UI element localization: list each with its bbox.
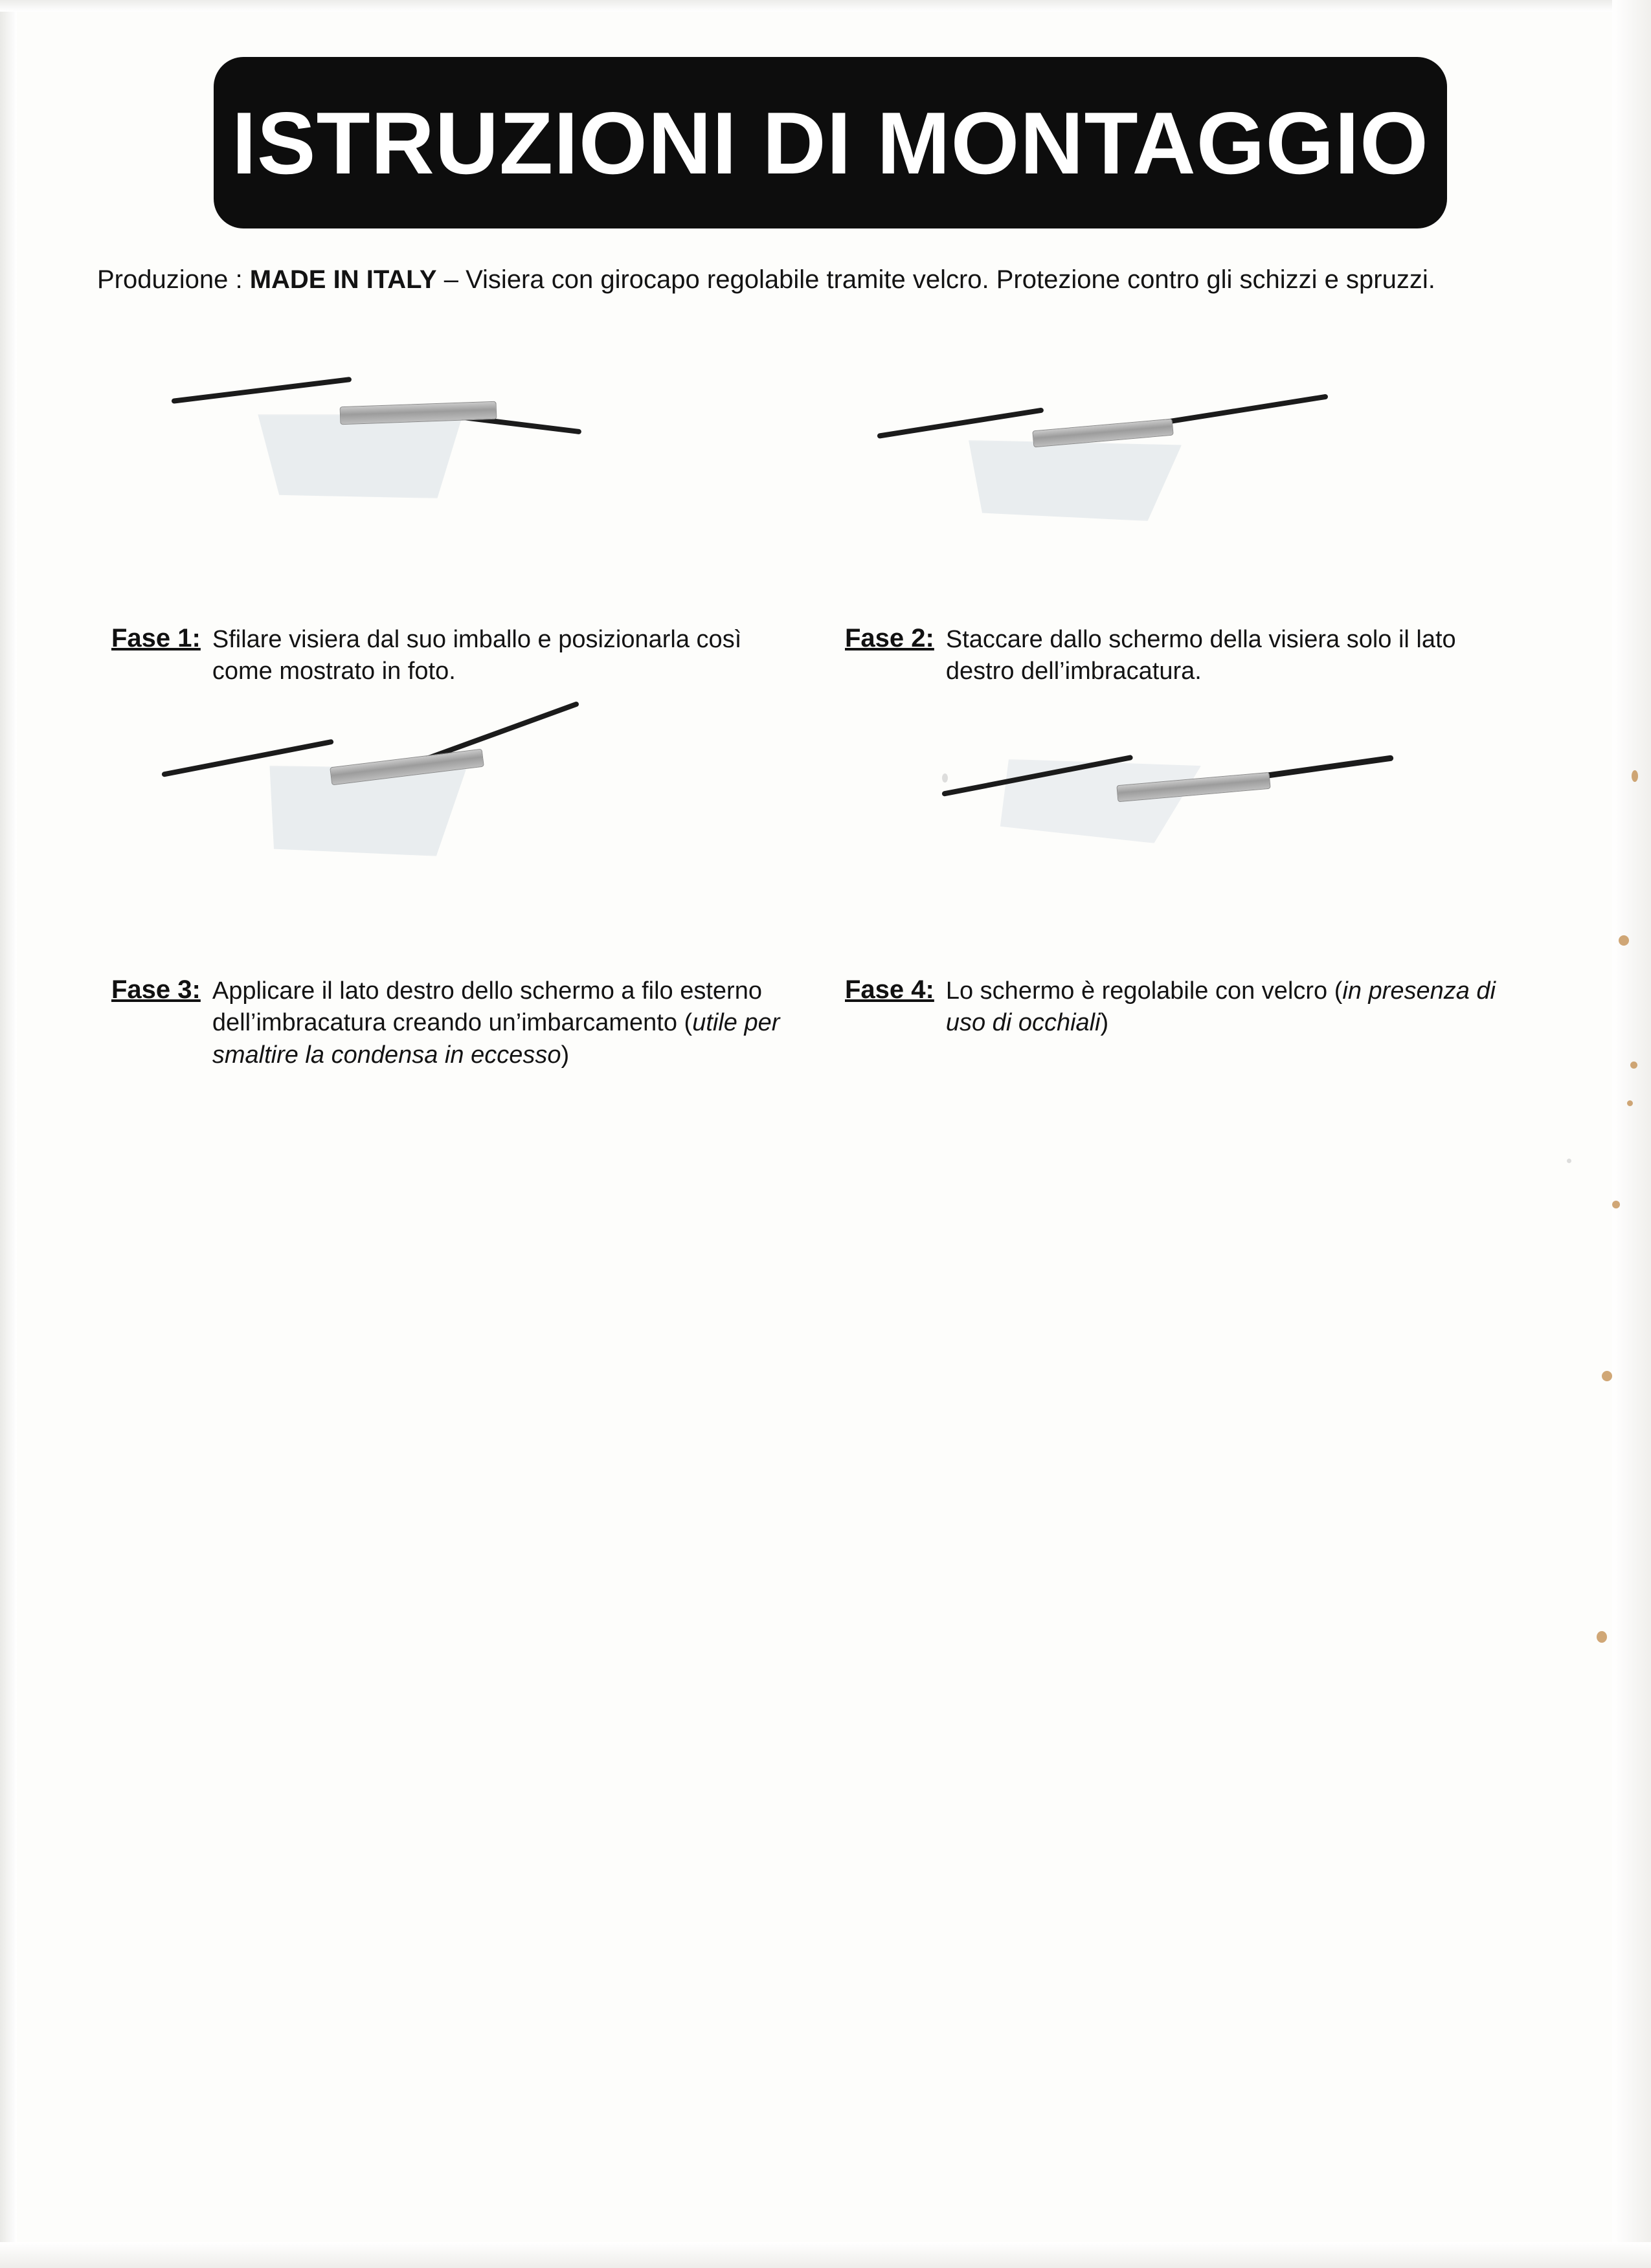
steps-grid (97, 337, 1554, 1071)
step-4-label: Fase 4: (845, 975, 934, 1004)
intro-paragraph (97, 262, 1567, 297)
visor-shield (955, 440, 1182, 521)
title-banner (214, 57, 1447, 228)
scan-speck (1602, 1371, 1612, 1381)
page-edge-shadow-bottom (0, 2242, 1651, 2268)
intro-prefix: Produzione : (97, 265, 250, 294)
headband-left (172, 377, 352, 404)
page-edge-shadow-top (0, 0, 1651, 12)
visor-photo-step-2 (838, 337, 1525, 615)
steps-row-2 (97, 688, 1554, 1071)
scan-speck (1627, 1100, 1633, 1106)
page-edge-shadow-left (0, 0, 17, 2268)
visor-photo-step-4 (838, 688, 1525, 966)
step-1 (97, 337, 826, 688)
step-2 (826, 337, 1554, 688)
scan-speck (1632, 770, 1638, 782)
step-4-text: Lo schermo è regolabile con velcro (in presenza di uso di occhiali) (945, 977, 1496, 1037)
visor-photo-step-3 (110, 688, 796, 966)
step-1-caption (97, 615, 826, 688)
scan-speck (942, 773, 948, 783)
visor-photo-step-1 (110, 337, 796, 615)
intro-brand: MADE IN ITALY (249, 265, 437, 294)
scan-speck (1597, 1631, 1607, 1643)
scan-speck (1567, 1159, 1571, 1163)
velcro-pad (1032, 419, 1173, 448)
step-2-caption (826, 615, 1554, 688)
visor-shield (987, 759, 1201, 843)
step-3-label: Fase 3: (111, 975, 201, 1004)
step-1-label: Fase 1: (111, 624, 201, 652)
step-2-label: Fase 2: (845, 624, 934, 652)
intro-suffix: – Visiera con girocapo regolabile tramite velcro. Protezione contro gli schizzi e spruzzi. (436, 265, 1435, 294)
step-3-text: Applicare il lato destro dello schermo a filo esterno dell’imbracatura creando un’imbarcamento (utile per smaltire la condensa in eccesso) (212, 977, 780, 1069)
step-4-caption (826, 966, 1554, 1040)
page-edge-shadow-right (1612, 0, 1651, 2268)
scan-speck (1619, 935, 1629, 946)
step-4 (826, 688, 1554, 1071)
scan-speck (1630, 1062, 1637, 1069)
steps-row-1 (97, 337, 1554, 688)
step-1-text: Sfilare visiera dal suo imballo e posizionarla così come mostrato in foto. (212, 626, 742, 685)
step-3 (97, 688, 826, 1071)
scan-speck (1612, 1201, 1620, 1208)
visor-shield (249, 414, 463, 498)
step-2-text: Staccare dallo schermo della visiera solo il lato destro dell’imbracatura. (945, 626, 1456, 685)
headband-left (877, 407, 1044, 439)
step-3-caption (97, 966, 826, 1071)
page-title: ISTRUZIONI DI MONTAGGIO (232, 93, 1429, 192)
